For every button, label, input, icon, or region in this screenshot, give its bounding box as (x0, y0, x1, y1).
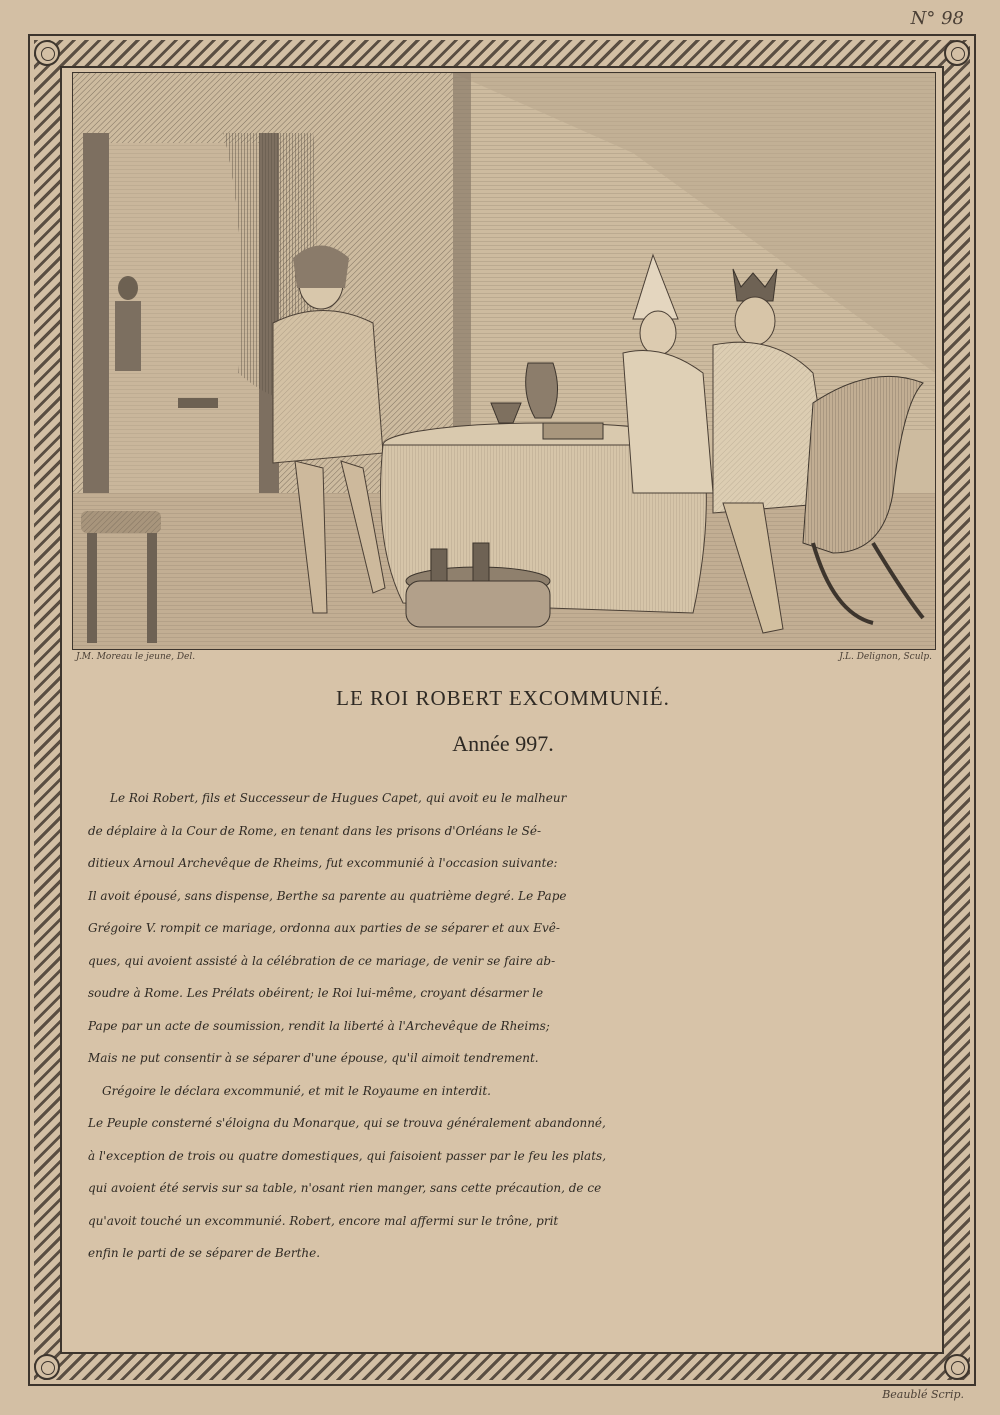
text-line: Pape par un acte de soumission, rendit la liberté à l'Archevêque de Rheims; (88, 1018, 550, 1033)
credit-draughtsman: J.M. Moreau le jeune, Del. (76, 652, 196, 662)
engraving-illustration (72, 72, 936, 650)
year-heading: Année 997. (452, 731, 554, 756)
corner-rosette-bottom-right (944, 1354, 970, 1380)
script-engraver-credit: Beaublé Scrip. (882, 1388, 964, 1401)
text-line: qui avoient été servis sur sa table, n'osant rien manger, sans cette précaution, de ce (88, 1181, 602, 1195)
text-line: soudre à Rome. Les Prélats obéirent; le Roi lui-même, croyant désarmer le (88, 986, 544, 1000)
text-line: Il avoit épousé, sans dispense, Berthe sa parente au quatrième degré. Le Pape (88, 888, 567, 903)
text-line: Mais ne put consentir à se séparer d'une épouse, qu'il aimoit tendrement. (88, 1051, 539, 1065)
text-line: enfin le parti de se séparer de Berthe. (88, 1246, 321, 1260)
text-line: qu'avoit touché un excommunié. Robert, encore mal affermi sur le trône, prit (88, 1213, 559, 1228)
plate-number: N° 98 (910, 8, 964, 29)
text-line: Grégoire le déclara excommunié, et mit le Royaume en interdit. (102, 1083, 491, 1098)
text-line: à l'exception de trois ou quatre domestiques, qui faisoient passer par le feu les plats, (88, 1148, 607, 1163)
page-title: LE ROI ROBERT EXCOMMUNIÉ. (336, 686, 670, 710)
body-text (88, 782, 938, 1270)
corner-rosette-bottom-left (34, 1354, 60, 1380)
text-line: Le Roi Robert, fils et Successeur de Hugues Capet, qui avoit eu le malheur (110, 791, 567, 805)
text-line: ditieux Arnoul Archevêque de Rheims, fut excommunié à l'occasion suivante: (88, 856, 558, 870)
text-line: ques, qui avoient assisté à la célébration de ce mariage, de venir se faire ab- (88, 953, 556, 968)
corner-rosette-top-right (944, 40, 970, 66)
corner-rosette-top-left (34, 40, 60, 66)
text-line: Le Peuple consterné s'éloigna du Monarque, qui se trouva généralement abandonné, (88, 1116, 606, 1130)
text-line: de déplaire à la Cour de Rome, en tenant dans les prisons d'Orléans le Sé- (88, 823, 542, 838)
text-line: Grégoire V. rompit ce mariage, ordonna aux parties de se séparer et aux Evê- (88, 921, 560, 935)
credit-engraver: J.L. Delignon, Sculp. (839, 652, 932, 662)
